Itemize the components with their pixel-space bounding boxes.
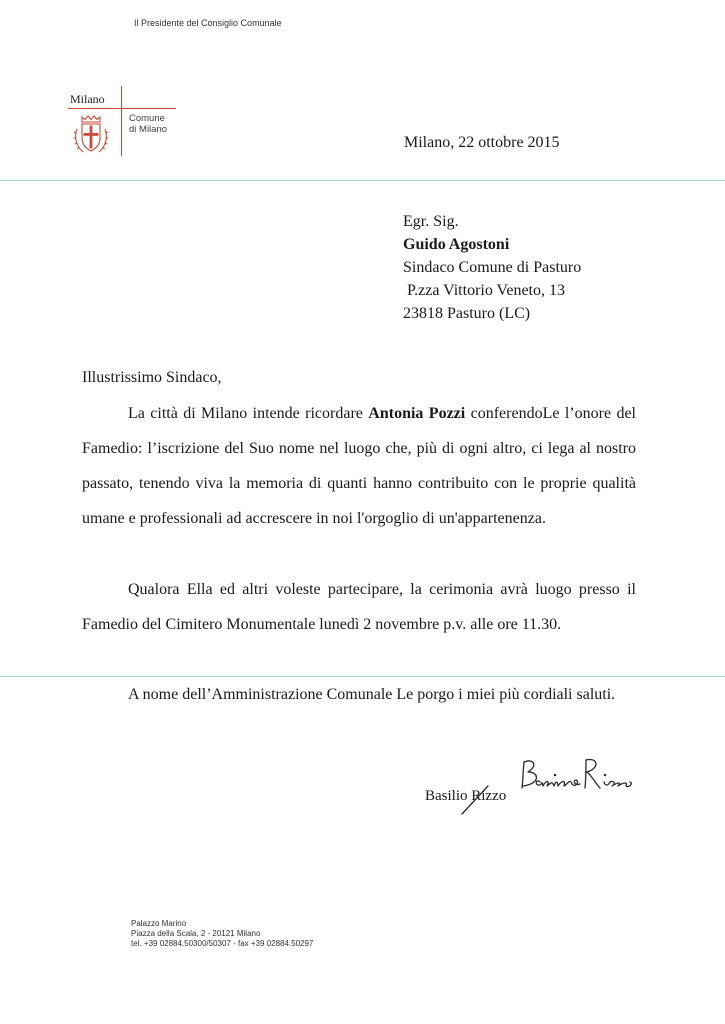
footer-line-2: Piazza della Scala, 2 - 20121 Milano (131, 929, 261, 938)
recipient-city: 23818 Pasturo (LC) (403, 305, 531, 322)
office-header: Il Presidente del Consiglio Comunale (134, 18, 282, 28)
logo-subtitle-line1: Comune (129, 113, 165, 124)
recipient-street: P.zza Vittorio Veneto, 13 (407, 282, 565, 299)
logo-divider-vertical (121, 86, 122, 156)
para1-text-before: La città di Milano intende ricordare (128, 405, 369, 422)
logo-subtitle (129, 113, 167, 135)
para1-highlight-name: Antonia Pozzi (368, 405, 466, 422)
letter-date: Milano, 22 ottobre 2015 (404, 134, 560, 151)
para3-text: A nome dell’Amministrazione Comunale Le porgo i miei più cordiali saluti. (128, 686, 616, 703)
footer-line-1: Palazzo Marino (131, 919, 187, 928)
body-paragraph-2 (82, 572, 636, 642)
body-paragraph-3 (82, 677, 636, 712)
logo-city-name: Milano (70, 92, 105, 106)
body-paragraph-1 (82, 396, 636, 536)
handwritten-signature (440, 744, 660, 824)
footer-line-3: tel. +39 02884.50300/50307 - fax +39 02884.50297 (131, 939, 314, 948)
milano-crest-icon (68, 113, 114, 157)
signatory-name: Basilio Rizzo (425, 788, 507, 804)
logo-divider-horizontal (68, 108, 176, 109)
para2-text: Qualora Ella ed altri voleste partecipare, la cerimonia avrà luogo presso il Famedio del Cimitero Monumentale lunedì 2 novembre p.v. alle ore 11.30. (82, 581, 636, 633)
recipient-role: Sindaco Comune di Pasturo (403, 259, 582, 276)
logo-subtitle-line2: di Milano (129, 124, 168, 135)
salutation: Illustrissimo Sindaco, (82, 369, 222, 386)
footer-address (131, 919, 313, 949)
para1-text-after: conferendoLe l’onore del Famedio: l’iscrizione del Suo nome nel luogo che, più di ogni altro, ci lega al nostro passato, tenendo viva la memoria di quanti hanno contribuito con le proprie qualità umane e professionali ad accrescere in noi l'orgoglio di un'appartenenza. (82, 405, 637, 527)
scan-line-top (0, 180, 725, 181)
recipient-title: Egr. Sig. (403, 213, 459, 230)
recipient-name: Guido Agostoni (403, 236, 510, 253)
